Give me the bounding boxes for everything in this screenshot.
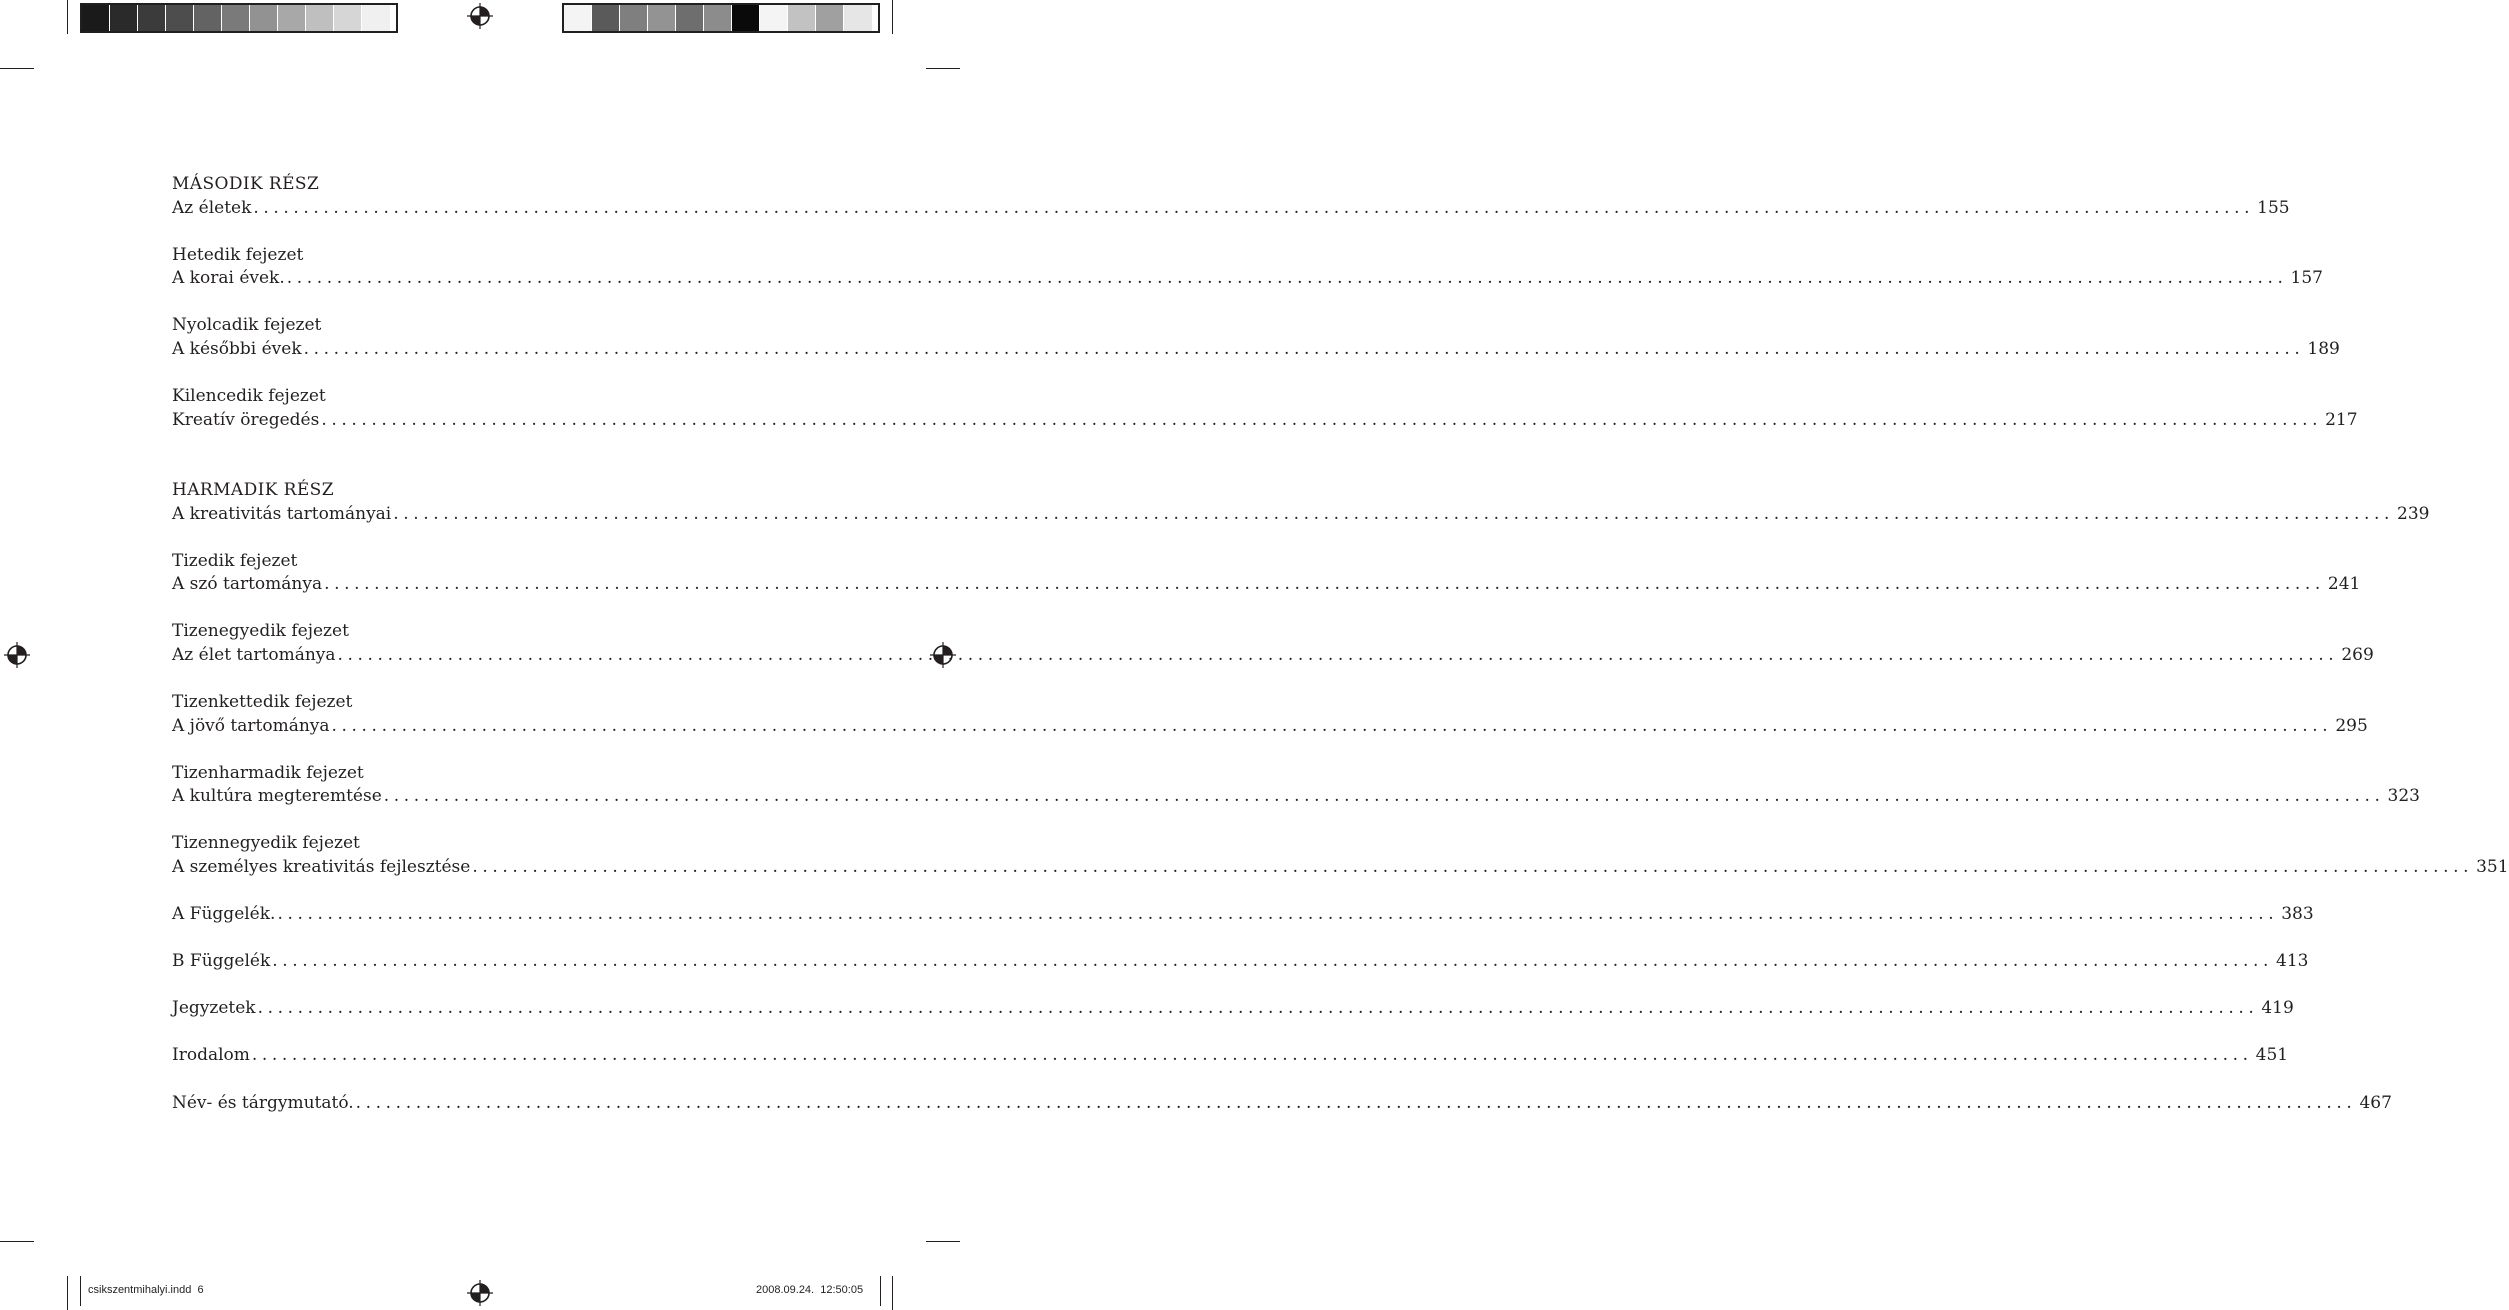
dot-leader: ........................................................................................................................................................................................................ <box>383 786 2385 806</box>
page-number: 239 <box>2397 504 2430 524</box>
slug-date: 2008.09.24. <box>756 1284 815 1296</box>
entry-title: Kreatív öregedés <box>172 410 320 430</box>
crop-mark <box>926 68 960 69</box>
slug-page: 6 <box>197 1284 204 1296</box>
toc-entry[interactable] <box>172 408 2358 432</box>
toc-entry[interactable] <box>172 902 2314 926</box>
color-swatch <box>620 5 648 31</box>
toc-entry[interactable] <box>172 1091 2392 1115</box>
page-number: 241 <box>2327 574 2361 594</box>
slug-frame-line <box>880 1276 881 1306</box>
page-number: 413 <box>2276 951 2309 971</box>
chapter-heading: Kilencedik fejezet <box>172 386 326 406</box>
color-swatch <box>334 5 362 31</box>
page-number: 217 <box>2325 410 2358 430</box>
color-calibration-bar-left <box>80 3 398 33</box>
color-swatch <box>110 5 138 31</box>
slug-file: csikszentmihalyi.indd <box>88 1284 192 1296</box>
color-swatch <box>760 5 788 31</box>
registration-target-icon <box>467 1280 493 1306</box>
dot-leader: ........................................................................................................................................................................................................ <box>272 951 2274 971</box>
entry-title: A kultúra megteremtése <box>172 786 382 806</box>
dot-leader: ........................................................................................................................................................................................................ <box>257 998 2259 1018</box>
color-swatch <box>362 5 390 31</box>
color-swatch <box>222 5 250 31</box>
toc-entry[interactable] <box>172 196 2290 220</box>
crop-mark <box>67 1276 68 1310</box>
page-number: 269 <box>2341 645 2374 665</box>
crop-mark <box>0 1241 34 1242</box>
color-swatch <box>278 5 306 31</box>
dot-leader: ........................................................................................................................................................................................................ <box>472 857 2474 877</box>
color-swatch <box>138 5 166 31</box>
page-number: 323 <box>2387 786 2420 806</box>
toc-entry[interactable] <box>172 337 2340 361</box>
dot-leader: ........................................................................................................................................................................................................ <box>393 504 2395 524</box>
registration-target-icon <box>467 3 493 29</box>
dot-leader: ........................................................................................................................................................................................................ <box>277 904 2279 924</box>
color-swatch <box>676 5 704 31</box>
dot-leader: ........................................................................................................................................................................................................ <box>337 645 2339 665</box>
dot-leader: ........................................................................................................................................................................................................ <box>331 716 2333 736</box>
color-swatch <box>704 5 732 31</box>
color-swatch <box>250 5 278 31</box>
toc-entry[interactable] <box>172 784 2420 808</box>
toc-entry[interactable] <box>172 1043 2289 1067</box>
color-swatch <box>306 5 334 31</box>
color-calibration-bar-right <box>562 3 880 33</box>
toc-entry[interactable] <box>172 714 2368 738</box>
crop-mark <box>892 1276 893 1310</box>
part-heading: MÁSODIK RÉSZ <box>172 174 320 194</box>
part-heading: HARMADIK RÉSZ <box>172 480 334 500</box>
dot-leader: ........................................................................................................................................................................................................ <box>355 1093 2357 1113</box>
entry-title: B Függelék <box>172 951 271 971</box>
dot-leader: ........................................................................................................................................................................................................ <box>321 410 2323 430</box>
entry-title: A szó tartománya <box>172 574 323 594</box>
page-number: 155 <box>2257 198 2290 218</box>
toc-entry[interactable] <box>172 266 2323 290</box>
page-number: 295 <box>2335 716 2368 736</box>
dot-leader: ........................................................................................................................................................................................................ <box>286 268 2288 288</box>
color-swatch <box>732 5 760 31</box>
entry-title: A későbbi évek <box>172 339 302 359</box>
slug-frame-line <box>80 1276 81 1306</box>
color-swatch <box>82 5 110 31</box>
page-number: 189 <box>2307 339 2340 359</box>
color-swatch <box>816 5 844 31</box>
page-number: 419 <box>2261 998 2294 1018</box>
chapter-heading: Tizedik fejezet <box>172 551 298 571</box>
entry-title: Irodalom <box>172 1045 250 1065</box>
dot-leader: ........................................................................................................................................................................................................ <box>253 198 2255 218</box>
dot-leader: ........................................................................................................................................................................................................ <box>324 574 2325 594</box>
crop-mark <box>0 68 34 69</box>
entry-title: A személyes kreativitás fejlesztése <box>172 857 471 877</box>
page-number: 157 <box>2290 268 2323 288</box>
entry-title: Név- és tárgymutató. <box>172 1093 354 1113</box>
color-swatch <box>788 5 816 31</box>
color-swatch <box>194 5 222 31</box>
entry-title: A jövő tartománya <box>172 716 330 736</box>
chapter-heading: Tizennegyedik fejezet <box>172 833 360 853</box>
color-swatch <box>564 5 592 31</box>
dot-leader: ........................................................................................................................................................................................................ <box>251 1045 2253 1065</box>
page-number: 351 <box>2476 857 2509 877</box>
crop-mark <box>67 0 68 34</box>
page-number: 467 <box>2359 1093 2392 1113</box>
entry-title: A Függelék. <box>172 904 276 924</box>
entry-title: A korai évek. <box>172 268 285 288</box>
entry-title: Jegyzetek <box>172 998 256 1018</box>
toc-entry[interactable] <box>172 502 2430 526</box>
registration-target-icon <box>4 642 30 668</box>
dot-leader: ........................................................................................................................................................................................................ <box>303 339 2305 359</box>
toc-entry[interactable] <box>172 572 2361 596</box>
page-number: 383 <box>2281 904 2314 924</box>
chapter-heading: Tizenkettedik fejezet <box>172 692 353 712</box>
color-swatch <box>592 5 620 31</box>
chapter-heading: Nyolcadik fejezet <box>172 315 322 335</box>
slug-time: 12:50:05 <box>820 1284 864 1296</box>
toc-entry[interactable] <box>172 643 2374 667</box>
color-swatch <box>648 5 676 31</box>
entry-title: Az élet tartománya <box>172 645 336 665</box>
color-swatch <box>844 5 872 31</box>
chapter-heading: Tizenegyedik fejezet <box>172 621 349 641</box>
slug-timestamp <box>756 1284 863 1296</box>
chapter-heading: Hetedik fejezet <box>172 245 304 265</box>
toc-entry[interactable] <box>172 855 2509 879</box>
chapter-heading: Tizenharmadik fejezet <box>172 763 364 783</box>
page-number: 451 <box>2255 1045 2289 1065</box>
crop-mark <box>926 1241 960 1242</box>
slug-filename <box>88 1284 204 1296</box>
entry-title: A kreativitás tartományai <box>172 504 392 524</box>
entry-title: Az életek <box>172 198 252 218</box>
toc-entry[interactable] <box>172 949 2309 973</box>
toc-entry[interactable] <box>172 996 2294 1020</box>
color-swatch <box>166 5 194 31</box>
crop-mark <box>892 0 893 34</box>
